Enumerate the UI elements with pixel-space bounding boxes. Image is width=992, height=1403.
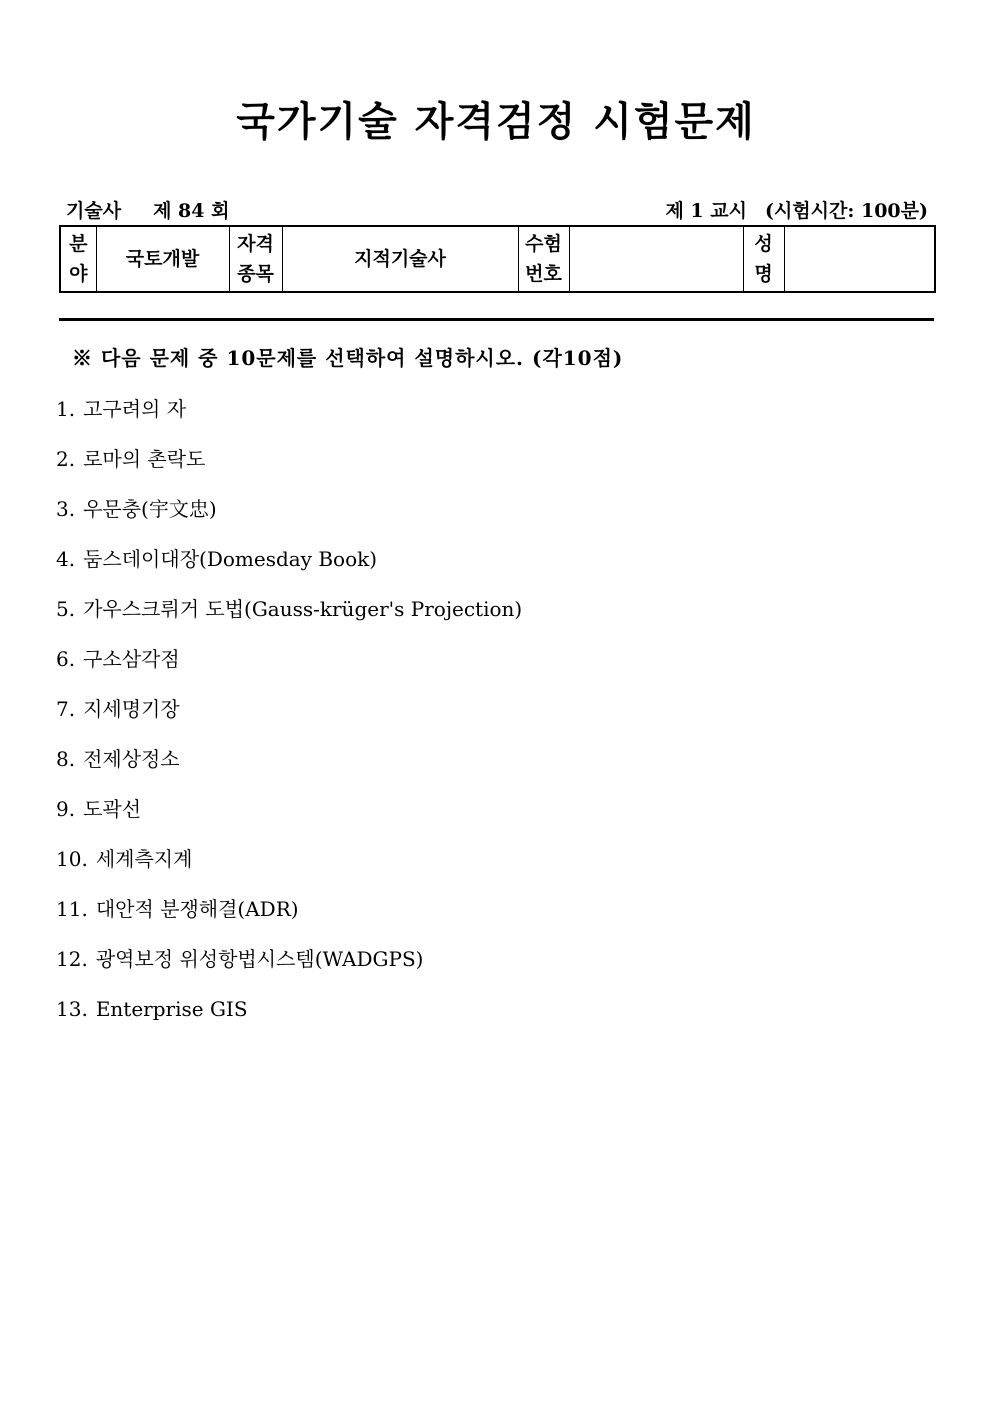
- question-text: 광역보정 위성항법시스템(WADGPS): [95, 947, 424, 971]
- question-number: 4.: [56, 547, 76, 571]
- question-number: 5.: [56, 597, 76, 621]
- exam-period: 제 1 교시: [665, 200, 747, 222]
- question-text: 대안적 분쟁해결(ADR): [95, 897, 299, 921]
- question-item: [56, 592, 522, 642]
- question-text: 고구려의 자: [83, 397, 187, 421]
- question-item: [56, 642, 522, 692]
- exam-meta-left: [66, 196, 229, 223]
- question-number: 3.: [56, 497, 76, 521]
- question-text: 로마의 촌락도: [83, 447, 206, 471]
- instruction-text: ※ 다음 문제 중 10문제를 선택하여 설명하시오. (각10점): [72, 346, 624, 370]
- question-list: [56, 392, 522, 1042]
- question-text: 가우스크뤼거 도법(Gauss-krüger's Projection): [83, 597, 523, 621]
- question-number: 11.: [56, 897, 88, 921]
- question-number: 1.: [56, 397, 76, 421]
- question-item: [56, 742, 522, 792]
- page-title: 국가기술 자격검정 시험문제: [236, 98, 756, 145]
- section-divider: [59, 318, 934, 321]
- name-field[interactable]: [784, 226, 935, 292]
- question-number: 7.: [56, 697, 76, 721]
- question-item: [56, 392, 522, 442]
- field-label-cell: [60, 226, 96, 292]
- qualification-label-line-1: 자격: [237, 233, 274, 255]
- name-label-cell: [743, 226, 784, 292]
- question-number: 6.: [56, 647, 76, 671]
- exam-number-label-line-2: 번호: [525, 263, 562, 285]
- question-text: 세계측지계: [95, 847, 193, 871]
- name-label-line-1: 성: [754, 233, 773, 255]
- question-item: [56, 442, 522, 492]
- qualification-label-line-2: 종목: [237, 263, 274, 285]
- question-item: [56, 792, 522, 842]
- exam-category: 기술사: [66, 200, 122, 222]
- exam-session: 제 84 회: [153, 200, 230, 222]
- question-item: [56, 842, 522, 892]
- name-label-line-2: 명: [754, 263, 773, 285]
- question-item: [56, 542, 522, 592]
- question-text: 우문충(宇文忠): [83, 497, 217, 521]
- exam-meta-row: [64, 196, 930, 222]
- question-number: 2.: [56, 447, 76, 471]
- question-text: 둠스데이대장(Domesday Book): [83, 547, 378, 571]
- exam-duration: (시험시간: 100분): [764, 200, 928, 222]
- question-item: [56, 892, 522, 942]
- question-text: 전제상정소: [83, 747, 180, 771]
- question-text: 지세명기장: [83, 697, 180, 721]
- question-text: 도곽선: [83, 797, 142, 821]
- question-item: [56, 492, 522, 542]
- exam-number-label-cell: [518, 226, 569, 292]
- question-text: Enterprise GIS: [95, 997, 248, 1021]
- field-value-cell: 국토개발: [96, 226, 229, 292]
- question-number: 12.: [56, 947, 88, 971]
- question-text: 구소삼각점: [83, 647, 180, 671]
- exam-number-label-line-1: 수험: [525, 233, 562, 255]
- question-item: [56, 992, 522, 1042]
- exam-info-table: [59, 225, 936, 293]
- question-item: [56, 692, 522, 742]
- field-label-line-2: 야: [69, 263, 88, 285]
- question-number: 8.: [56, 747, 76, 771]
- question-item: [56, 942, 522, 992]
- qualification-value-cell: 지적기술사: [282, 226, 518, 292]
- qualification-label-cell: [229, 226, 282, 292]
- exam-number-field[interactable]: [569, 226, 743, 292]
- question-number: 13.: [56, 997, 88, 1021]
- question-number: 9.: [56, 797, 76, 821]
- exam-meta-right: [665, 196, 928, 223]
- field-label-line-1: 분: [69, 233, 88, 255]
- question-number: 10.: [56, 847, 88, 871]
